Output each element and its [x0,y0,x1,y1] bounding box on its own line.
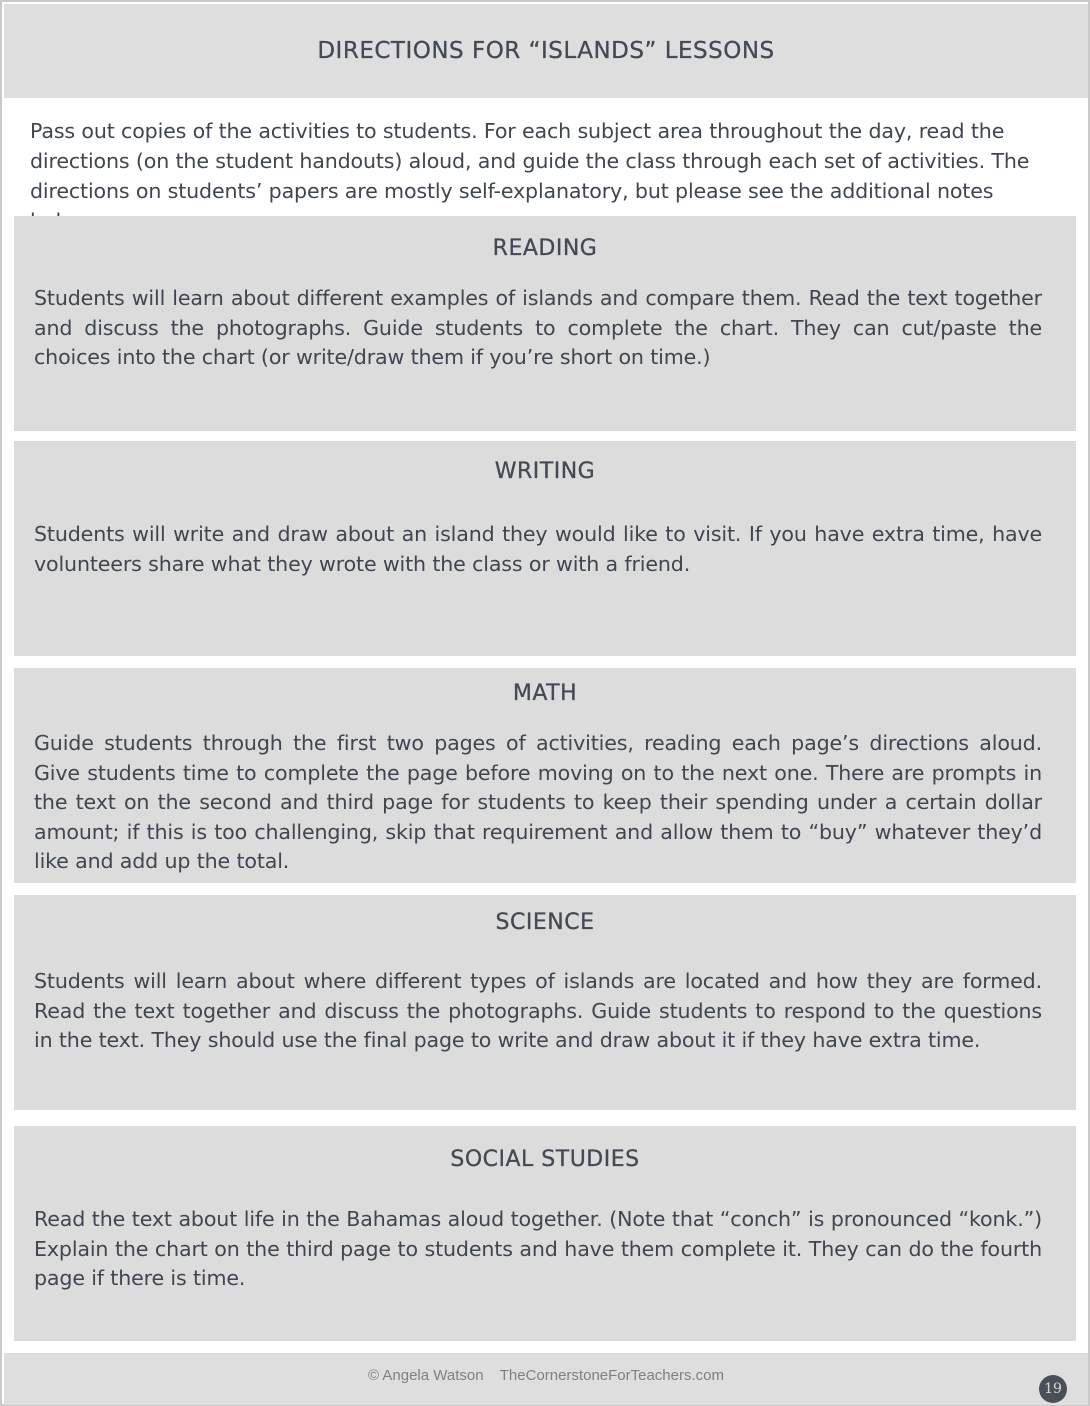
section-reading-title: READING [492,236,598,261]
intro-paragraph: Pass out copies of the activities to students. For each subject area throughout the day, read the directions (on the student handouts) aloud, and guide the class through each set of activities. The directions on students’ papers are mostly self-explanatory, but please see the additional notes [30,119,1030,203]
page-footer [4,1353,1088,1405]
section-science [14,895,1076,1110]
section-math-title: MATH [512,681,578,706]
copyright-text: © Angela Watson [368,1367,484,1384]
section-social-studies [14,1126,1076,1341]
page-header [4,4,1088,98]
section-reading-text: Students will learn about different examples of islands and compare them. Read the text together and discuss the photographs. Guide students to complete the chart. They can cut/paste the choices into the chart (or write/draw them if you’re short on time.) [34,286,1042,370]
page-title: DIRECTIONS FOR “ISLANDS” LESSONS [317,38,775,64]
section-math [14,668,1076,883]
section-science-text: Students will learn about where different types of islands are located and how they are formed. Read the text together and discuss the photographs. Guide students to respond to the questions in the text. They should use the final page to write and draw about it if they have extra time. [34,969,1042,1053]
footer-credit [4,1367,1088,1384]
section-writing [14,441,1076,656]
section-social-studies-text: Read the text about life in the Bahamas aloud together. (Note that “conch” is pronounced “konk.”) Explain the chart on the third page to students and have them complete it. They can do the fourth page if there is time. [34,1207,1042,1291]
section-writing-title: WRITING [494,459,596,484]
section-reading [14,216,1076,431]
section-social-studies-title: SOCIAL STUDIES [450,1147,640,1172]
page-number-badge: 19 [1039,1375,1067,1403]
section-science-title: SCIENCE [495,910,595,935]
website-text: TheCornerstoneForTeachers.com [499,1367,724,1384]
section-math-text: Guide students through the first two pages of activities, reading each page’s directions aloud. Give students time to complete the page before moving on to the next one. There are prompts in the text on the second and third page for students to keep their spending under a certain dollar amount; if this is too challenging, skip that requirement and allow them to “buy” whatever they’d like and add up the total. [34,731,1042,874]
section-writing-text: Students will write and draw about an island they would like to visit. If you have extra time, have volunteers share what they wrote with the class or with a friend. [34,522,1042,576]
